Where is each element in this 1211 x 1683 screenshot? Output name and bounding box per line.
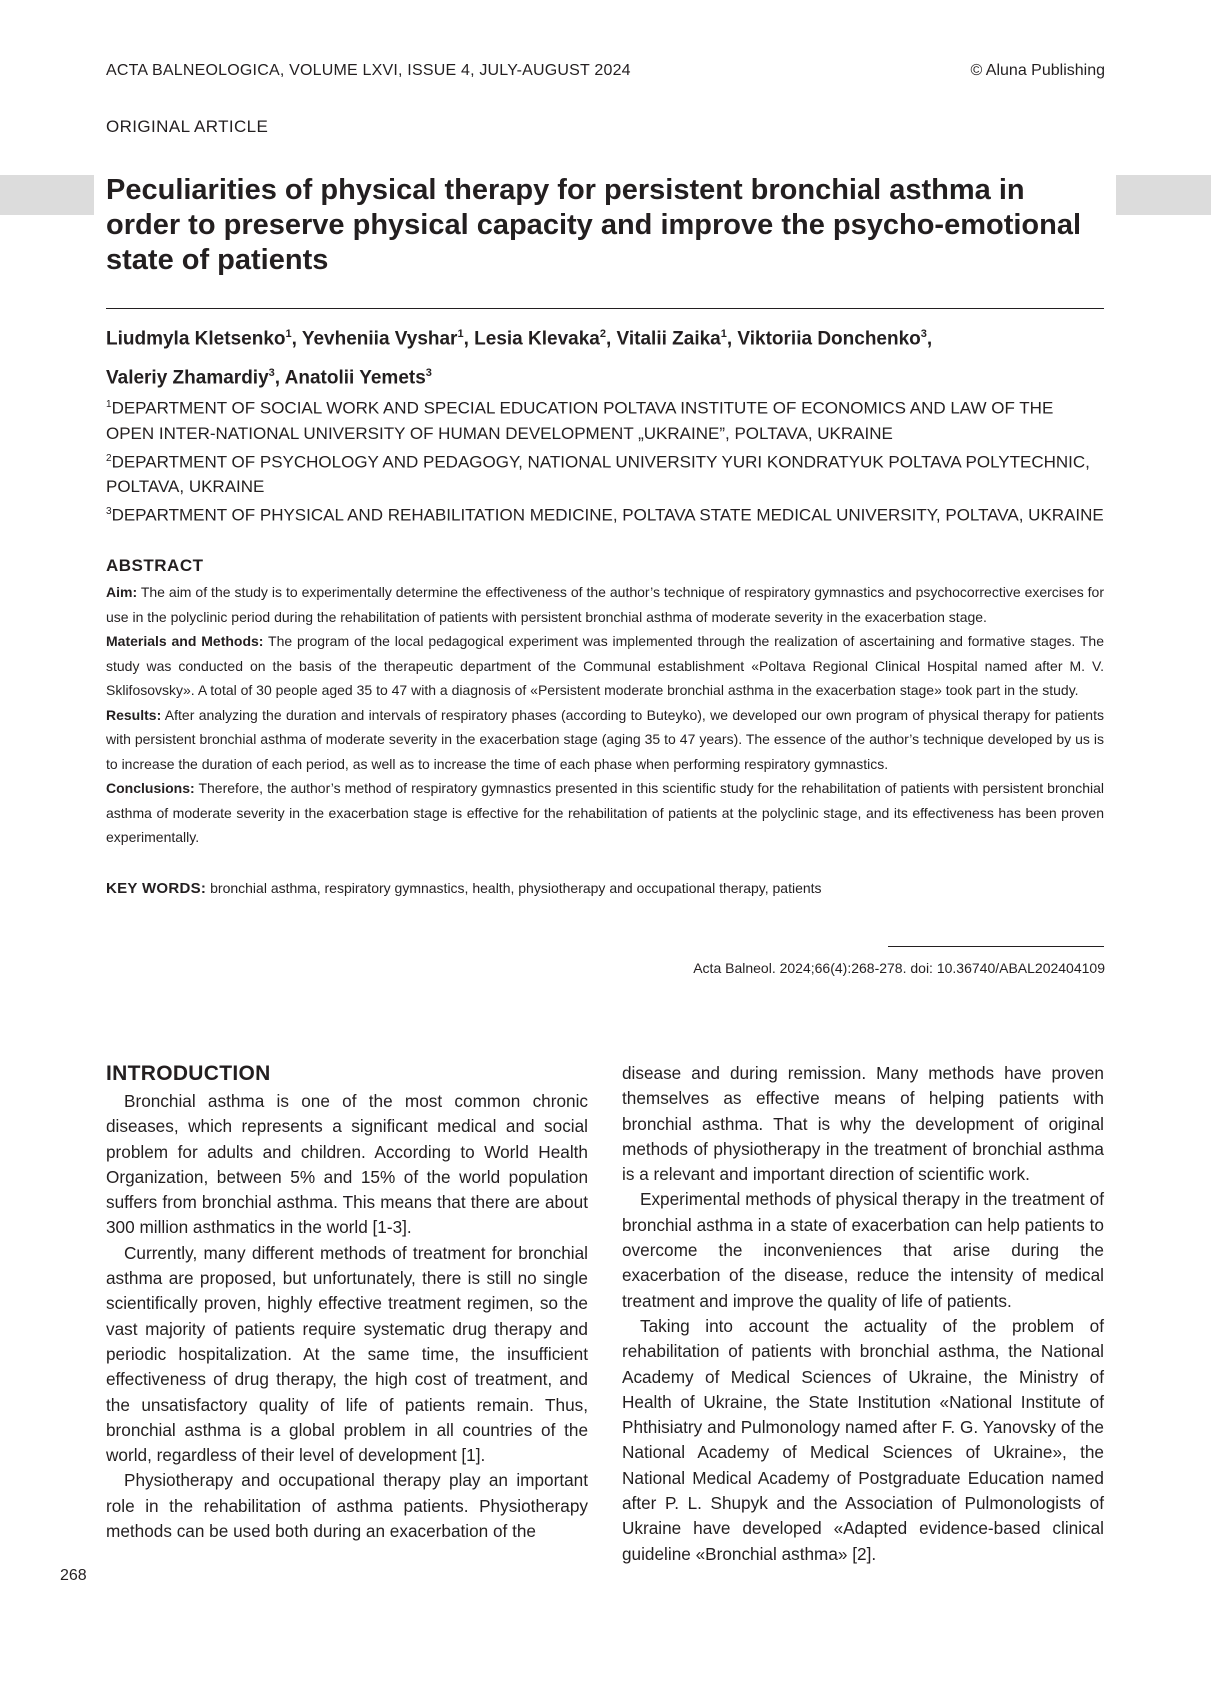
running-head: ACTA BALNEOLOGICA, VOLUME LXVI, ISSUE 4, JULY-AUGUST 2024 <box>106 62 631 79</box>
affiliation-text: DEPARTMENT OF SOCIAL WORK AND SPECIAL EDUCATION POLTAVA INSTITUTE OF ECONOMICS AND LAW OF THE OPEN INTER-NATIONAL UNIVERSITY OF HUMAN DEVELOPMENT „UKRAINE”, POLTAVA, UKRAINE <box>106 398 1054 443</box>
article-title: Peculiarities of physical therapy for persistent bronchial asthma in order to preserve physical capacity and improve the psycho-emotional state of patients <box>106 174 1082 276</box>
author-name: Vitalii Zaika <box>616 328 721 350</box>
body-paragraph: Experimental methods of physical therapy in the treatment of bronchial asthma in a state of exacerbation can help patients to overcome the inconveniences that arise during the exacerbation of the disease, reduce the intensity of medical treatment and improve the quality of life of patients. <box>622 1189 1104 1311</box>
left-decorative-bar <box>0 175 94 215</box>
body-paragraph: Bronchial asthma is one of the most common chronic diseases, which represents a significant medical and social problem for adults and children. According to World Health Organization, between 5% and 15% of the world population suffers from bronchial asthma. This means that there are about 300 million asthmatics in the world [1-3]. <box>106 1091 588 1238</box>
abstract-aim-label: Aim: <box>106 584 138 600</box>
body-paragraph: Taking into account the actuality of the problem of rehabilitation of patients with bronchial asthma, the National Academy of Medical Sciences of Ukraine, the Ministry of Health of Ukraine, the State Institution «National Institute of Phthisiatry and Pulmonology named after F. G. Yanovsky of the National Academy of Medical Sciences of Ukraine», the National Medical Academy of Postgraduate Education named after P. L. Shupyk and the Association of Pulmonologists of Ukraine have developed «Adapted evidence-based clinical guideline «Bronchial asthma» [2]. <box>622 1315 1104 1564</box>
author-affiliation-marker: 1 <box>457 328 464 340</box>
affiliation-number: 3 <box>106 506 112 518</box>
keywords-label: KEY WORDS: <box>106 880 207 897</box>
abstract-methods <box>106 629 1104 703</box>
abstract-results <box>106 703 1104 777</box>
page-number: 268 <box>60 1567 87 1584</box>
author-affiliation-marker: 3 <box>425 367 432 380</box>
affiliation-number: 2 <box>106 452 112 464</box>
affiliation-text: DEPARTMENT OF PSYCHOLOGY AND PEDAGOGY, NATIONAL UNIVERSITY YURI KONDRATYUK POLTAVA POLYTECHNIC, POLTAVA, UKRAINE <box>106 452 1090 497</box>
author-affiliation-marker: 3 <box>920 328 927 340</box>
affiliation-item <box>106 499 1106 528</box>
citation: Acta Balneol. 2024;66(4):268-278. doi: 10.36740/ABAL202404109 <box>693 960 1105 976</box>
abstract-heading: ABSTRACT <box>106 556 204 575</box>
citation-divider <box>888 946 1104 947</box>
abstract-methods-label: Materials and Methods: <box>106 633 264 649</box>
abstract-results-label: Results: <box>106 706 162 723</box>
abstract-conclusions-text: Therefore, the author’s method of respiratory gymnastics presented in this scientific study for the rehabilitation of patients with persistent bronchial asthma of moderate severity in the exacerbation stage is effective for the rehabilitation of patients at the polyclinic stage, and its effectiveness has been proven experimentally. <box>106 780 1104 845</box>
body-paragraph: Physiotherapy and occupational therapy play an important role in the rehabilitation of asthma patients. Physiotherapy methods can be used both during an exacerbation of the <box>106 1470 588 1542</box>
abstract-conclusions-label: Conclusions: <box>106 780 195 796</box>
author-list: Liudmyla Kletsenko$^1$, Yevheniia Vyshar$^1$, Lesia Klevaka$^2$, Vitalii Zaika$^1$, Viktoriia Donchenko$^3$, Valeriy Zhamardiy$^3$, Anatolii Yemets$^3$ <box>106 328 933 389</box>
author-affiliation-marker: 3 <box>268 367 275 380</box>
author-affiliation-marker: 1 <box>720 328 727 340</box>
text-column-left <box>106 1089 588 1544</box>
abstract-conclusions <box>106 776 1104 850</box>
affiliations <box>106 392 1106 528</box>
publisher: © Aluna Publishing <box>970 62 1105 79</box>
author-name: Yevheniia Vyshar <box>301 328 458 350</box>
right-decorative-bar <box>1116 175 1211 215</box>
affiliation-text: DEPARTMENT OF PHYSICAL AND REHABILITATION MEDICINE, POLTAVA STATE MEDICAL UNIVERSITY, POLTAVA, UKRAINE <box>111 505 1104 525</box>
author-name: Viktoriia Donchenko <box>737 328 921 350</box>
body-paragraph-continuation: disease and during remission. Many methods have proven themselves as effective means of helping patients with bronchial asthma. That is why the development of original methods of physiotherapy in the treatment of bronchial asthma is a relevant and important direction of scientific work. <box>622 1063 1104 1185</box>
author-name: Liudmyla Kletsenko <box>106 328 286 350</box>
body-paragraph: Currently, many different methods of treatment for bronchial asthma are proposed, but unfortunately, there is still no single scientifically proven, highly effective treatment regimen, so the vast majority of patients require systematic drug therapy and periodic hospitalization. At the same time, the insufficient effectiveness of drug therapy, the high cost of treatment, and the unsatisfactory quality of life of patients remain. Thus, bronchial asthma is a global problem in all countries of the world, regardless of their level of development [1]. <box>106 1242 588 1466</box>
abstract-results-text: After analyzing the duration and intervals of respiratory phases (according to Buteyko), we developed our own program of physical therapy for patients with persistent bronchial asthma of moderate severity in the exacerbation stage (aging 35 to 47 years). The essence of the author’s technique developed by us is to increase the duration of each period, as well as to increase the time of each phase when performing respiratory gymnastics. <box>106 706 1104 772</box>
introduction-heading: INTRODUCTION <box>106 1062 271 1085</box>
author-affiliation-marker: 1 <box>285 328 292 340</box>
keywords-text: bronchial asthma, respiratory gymnastics, health, physiotherapy and occupational therapy, patients <box>210 880 822 896</box>
abstract-methods-text: The program of the local pedagogical experiment was implemented through the realization of ascertaining and formative stages. The study was conducted on the basis of the therapeutic department of the Communal establishment «Poltava Regional Clinical Hospital named after M. V. Sklifosovsky». A total of 30 people aged 35 to 47 with a diagnosis of «Persistent moderate bronchial asthma in the exacerbation stage» took part in the study. <box>106 633 1104 698</box>
author-affiliation-marker: 2 <box>599 328 606 340</box>
text-column-right <box>622 1061 1104 1567</box>
affiliation-item <box>106 392 1106 446</box>
title-divider <box>106 308 1104 309</box>
affiliation-item <box>106 446 1106 500</box>
author-name: Valeriy Zhamardiy <box>106 367 269 389</box>
author-name: Lesia Klevaka <box>474 328 600 350</box>
keywords <box>106 880 1104 897</box>
abstract-aim <box>106 580 1104 629</box>
author-name: Anatolii Yemets <box>284 367 426 389</box>
abstract-aim-text: The aim of the study is to experimentally determine the effectiveness of the author’s technique of respiratory gymnastics and psychocorrective exercises for use in the polyclinic period during the rehabilitation of patients with persistent bronchial asthma of moderate severity in the exacerbation stage. <box>106 584 1104 625</box>
article-type: ORIGINAL ARTICLE <box>106 117 269 136</box>
affiliation-number: 1 <box>106 399 112 410</box>
abstract-body <box>106 580 1104 850</box>
